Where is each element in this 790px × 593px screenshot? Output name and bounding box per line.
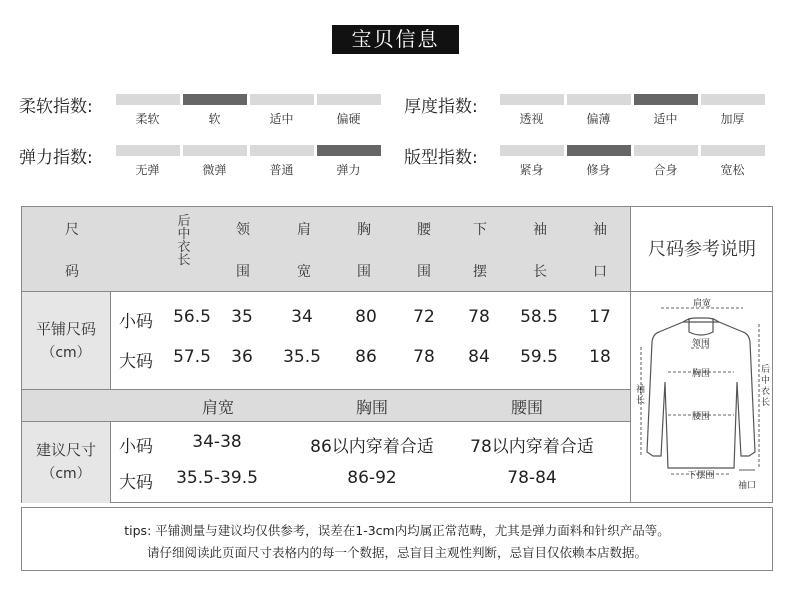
flat-row-value: 58.5 [520,307,558,327]
softness-segment-3 [250,94,314,105]
header-shoulder-1: 肩 [297,222,311,238]
thickness-segment-4 [701,94,765,105]
thickness-option-label: 适中 [653,112,678,126]
header-cuff-1: 袖 [593,222,607,238]
elasticity-segment-3 [250,145,314,156]
diagram-sleeve-label-1: 袖 [636,385,646,395]
flat-label-bg [22,291,110,389]
header-hem-1: 下 [473,222,487,238]
softness-option-label: 柔软 [135,112,160,126]
fit-segment-1 [500,145,564,156]
suggest-row-value: 78以内穿着合适 [470,437,594,457]
flat-row-value: 18 [589,347,611,367]
fit-segment-4 [701,145,765,156]
diagram-collar-label: 领围 [691,339,711,349]
diagram-back-label-3: 衣 [761,387,771,397]
diagram-cuff-label: 袖口 [737,481,757,491]
diagram-shoulder-label: 肩宽 [692,299,712,309]
header-collar-2: 围 [236,264,250,280]
thickness-segment-1 [500,94,564,105]
suggest-row-size: 小码 [119,437,153,457]
tips-box [21,507,773,571]
flat-row-value: 78 [413,347,435,367]
thickness-option-label: 偏薄 [586,112,611,126]
fit-segment-3 [634,145,698,156]
suggest-label-bg [22,421,110,503]
flat-row-value: 59.5 [520,347,558,367]
elasticity-index-label: 弹力指数: [19,148,93,168]
flat-row-value: 57.5 [173,347,211,367]
suggest-row-size: 大码 [119,473,153,493]
flat-row-value: 35.5 [283,347,321,367]
diagram-hem-label: 下摆围 [687,471,715,481]
header-waist-1: 腰 [417,222,431,238]
fit-option-label: 合身 [653,163,678,177]
header-cuff-2: 口 [593,264,607,280]
softness-option-label: 偏硬 [336,112,361,126]
flat-row-size: 大码 [119,352,153,372]
flat-row-value: 86 [355,347,377,367]
flat-row-value: 34 [291,307,313,327]
elasticity-option-label: 弹力 [336,163,361,177]
fit-option-label: 紧身 [519,163,544,177]
elasticity-segment-1 [116,145,180,156]
flat-row-value: 17 [589,307,611,327]
suggest-size-label: 建议尺寸 [35,441,96,459]
softness-segment-2 [183,94,247,105]
elasticity-option-label: 微弹 [202,163,227,177]
suggest-header-waist: 腰围 [510,398,543,417]
section-title: 宝贝信息 [332,25,459,54]
elasticity-segment-4 [317,145,381,156]
softness-segment-4 [317,94,381,105]
flat-row-value: 80 [355,307,377,327]
fit-segment-2 [567,145,631,156]
flat-row-value: 36 [231,347,253,367]
suggest-row-value: 34-38 [192,432,242,452]
suggest-row-value: 35.5-39.5 [176,468,258,488]
softness-option-label: 软 [208,112,221,126]
flat-row-value: 35 [231,307,253,327]
header-waist-2: 围 [417,264,431,280]
suggest-row-value: 78-84 [507,468,557,488]
elasticity-segment-2 [183,145,247,156]
diagram-back-label-1: 后 [761,365,771,375]
flat-row-size: 小码 [119,312,153,332]
softness-segment-1 [116,94,180,105]
flat-size-unit: （cm） [41,345,91,361]
suggest-header-shoulder: 肩宽 [201,398,234,417]
header-hem-2: 摆 [473,264,487,280]
flat-size-label: 平铺尺码 [35,320,96,338]
fit-option-label: 修身 [586,163,611,177]
header-collar-1: 领 [236,222,250,238]
fit-index-label: 版型指数: [404,148,478,168]
thickness-option-label: 透视 [519,112,544,126]
diagram-back-label-2: 中 [761,376,771,386]
elasticity-option-label: 普通 [269,163,294,177]
flat-row-value: 56.5 [173,307,211,327]
header-chest-1: 胸 [357,222,371,238]
tips-line-1: tips: 平铺测量与建议均仅供参考，误差在1-3cm内均属正常范畴，尤其是弹力面料和针织产品等。 [124,523,670,538]
diagram-waist-label: 腰围 [691,412,711,422]
header-size-1: 尺 [65,222,79,238]
diagram-title: 尺码参考说明 [648,239,756,260]
diagram-chest-label: 胸围 [691,369,711,379]
header-back-length: 后 中 衣 长 [177,214,191,268]
flat-row-value: 84 [468,347,490,367]
suggest-header-chest: 胸围 [355,398,388,417]
thickness-index-label: 厚度指数: [404,97,478,117]
tips-line-2: 请仔细阅读此页面尺寸表格内的每一个数据，忌盲目主观性判断，忌盲目仅依赖本店数据。 [146,545,647,560]
suggest-row-value: 86-92 [347,468,397,488]
fit-option-label: 宽松 [720,163,745,177]
suggest-size-unit: （cm） [41,466,91,482]
flat-row-value: 78 [468,307,490,327]
thickness-segment-3 [634,94,698,105]
diagram-back-label-4: 长 [761,398,771,408]
diagram-sleeve-label-2: 长 [636,396,646,406]
flat-row-value: 72 [413,307,435,327]
thickness-option-label: 加厚 [720,112,745,126]
elasticity-option-label: 无弹 [135,163,160,177]
header-sleeve-len-1: 袖 [533,222,547,238]
size-table [21,206,773,503]
header-size-2: 码 [65,264,79,280]
header-shoulder-2: 宽 [297,264,311,280]
sweater-diagram [631,292,773,503]
softness-option-label: 适中 [269,112,294,126]
header-chest-2: 围 [357,264,371,280]
header-sleeve-len-2: 长 [533,264,547,280]
suggest-row-value: 86以内穿着合适 [310,437,434,457]
thickness-segment-2 [567,94,631,105]
softness-index-label: 柔软指数: [19,97,93,117]
